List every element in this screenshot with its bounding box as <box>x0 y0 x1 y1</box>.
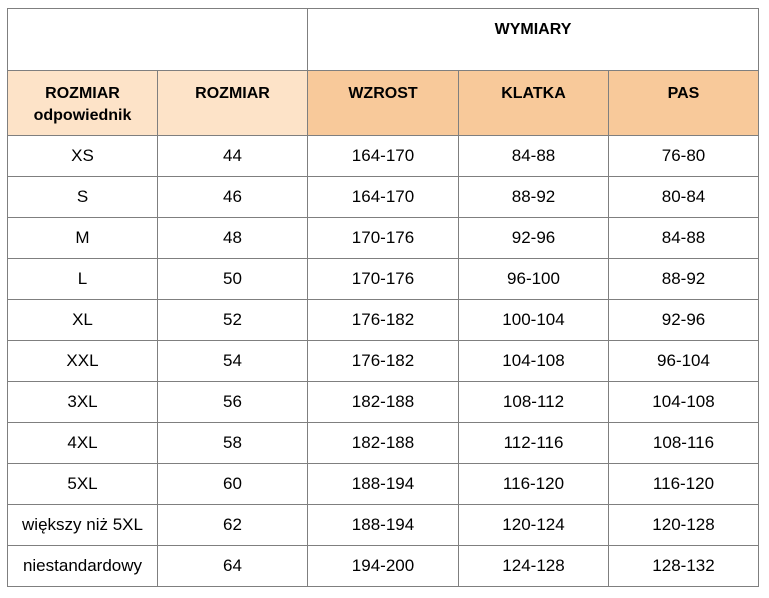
size-chart-table <box>7 8 759 587</box>
height-cell: 194-200 <box>308 546 459 587</box>
waist-cell: 88-92 <box>609 259 759 300</box>
table-row <box>8 136 759 177</box>
size-equivalent-cell: niestandardowy <box>8 546 158 587</box>
chest-cell: 120-124 <box>459 505 609 546</box>
size-equivalent-cell: M <box>8 218 158 259</box>
table-row <box>8 341 759 382</box>
chest-cell: 84-88 <box>459 136 609 177</box>
table-row <box>8 300 759 341</box>
height-cell: 188-194 <box>308 464 459 505</box>
waist-cell: 116-120 <box>609 464 759 505</box>
size-equivalent-cell: 4XL <box>8 423 158 464</box>
size-cell: 44 <box>158 136 308 177</box>
header-waist: PAS <box>609 71 759 136</box>
size-equivalent-cell: 3XL <box>8 382 158 423</box>
waist-cell: 108-116 <box>609 423 759 464</box>
waist-cell: 92-96 <box>609 300 759 341</box>
size-equivalent-cell: 5XL <box>8 464 158 505</box>
size-cell: 62 <box>158 505 308 546</box>
chest-cell: 116-120 <box>459 464 609 505</box>
size-equivalent-cell: większy niż 5XL <box>8 505 158 546</box>
waist-cell: 120-128 <box>609 505 759 546</box>
height-cell: 164-170 <box>308 136 459 177</box>
measurements-group-header: WYMIARY <box>308 9 759 71</box>
header-size: ROZMIAR <box>158 71 308 136</box>
size-cell: 64 <box>158 546 308 587</box>
size-cell: 52 <box>158 300 308 341</box>
waist-cell: 84-88 <box>609 218 759 259</box>
group-header-row <box>8 9 759 71</box>
table-row <box>8 382 759 423</box>
height-cell: 164-170 <box>308 177 459 218</box>
table-row <box>8 259 759 300</box>
size-equivalent-cell: L <box>8 259 158 300</box>
size-cell: 60 <box>158 464 308 505</box>
chest-cell: 108-112 <box>459 382 609 423</box>
size-cell: 48 <box>158 218 308 259</box>
table-row <box>8 218 759 259</box>
height-cell: 176-182 <box>308 300 459 341</box>
chest-cell: 92-96 <box>459 218 609 259</box>
table-row <box>8 546 759 587</box>
waist-cell: 76-80 <box>609 136 759 177</box>
table-row <box>8 423 759 464</box>
header-size-equivalent-line1: ROZMIAR <box>45 85 120 102</box>
size-equivalent-cell: XXL <box>8 341 158 382</box>
height-cell: 170-176 <box>308 218 459 259</box>
size-equivalent-cell: S <box>8 177 158 218</box>
chest-cell: 104-108 <box>459 341 609 382</box>
size-cell: 56 <box>158 382 308 423</box>
size-cell: 46 <box>158 177 308 218</box>
header-chest: KLATKA <box>459 71 609 136</box>
height-cell: 188-194 <box>308 505 459 546</box>
chest-cell: 124-128 <box>459 546 609 587</box>
header-size-equivalent <box>8 71 158 136</box>
empty-corner-cell <box>8 9 308 71</box>
size-cell: 58 <box>158 423 308 464</box>
waist-cell: 80-84 <box>609 177 759 218</box>
size-equivalent-cell: XS <box>8 136 158 177</box>
height-cell: 182-188 <box>308 382 459 423</box>
chest-cell: 100-104 <box>459 300 609 341</box>
size-cell: 50 <box>158 259 308 300</box>
table-row <box>8 177 759 218</box>
chest-cell: 88-92 <box>459 177 609 218</box>
height-cell: 170-176 <box>308 259 459 300</box>
header-height: WZROST <box>308 71 459 136</box>
header-size-equivalent-line2: odpowiednik <box>33 107 132 124</box>
chest-cell: 112-116 <box>459 423 609 464</box>
table-row <box>8 505 759 546</box>
height-cell: 182-188 <box>308 423 459 464</box>
waist-cell: 104-108 <box>609 382 759 423</box>
size-cell: 54 <box>158 341 308 382</box>
size-equivalent-cell: XL <box>8 300 158 341</box>
chest-cell: 96-100 <box>459 259 609 300</box>
column-header-row <box>8 71 759 136</box>
waist-cell: 96-104 <box>609 341 759 382</box>
height-cell: 176-182 <box>308 341 459 382</box>
waist-cell: 128-132 <box>609 546 759 587</box>
table-row <box>8 464 759 505</box>
